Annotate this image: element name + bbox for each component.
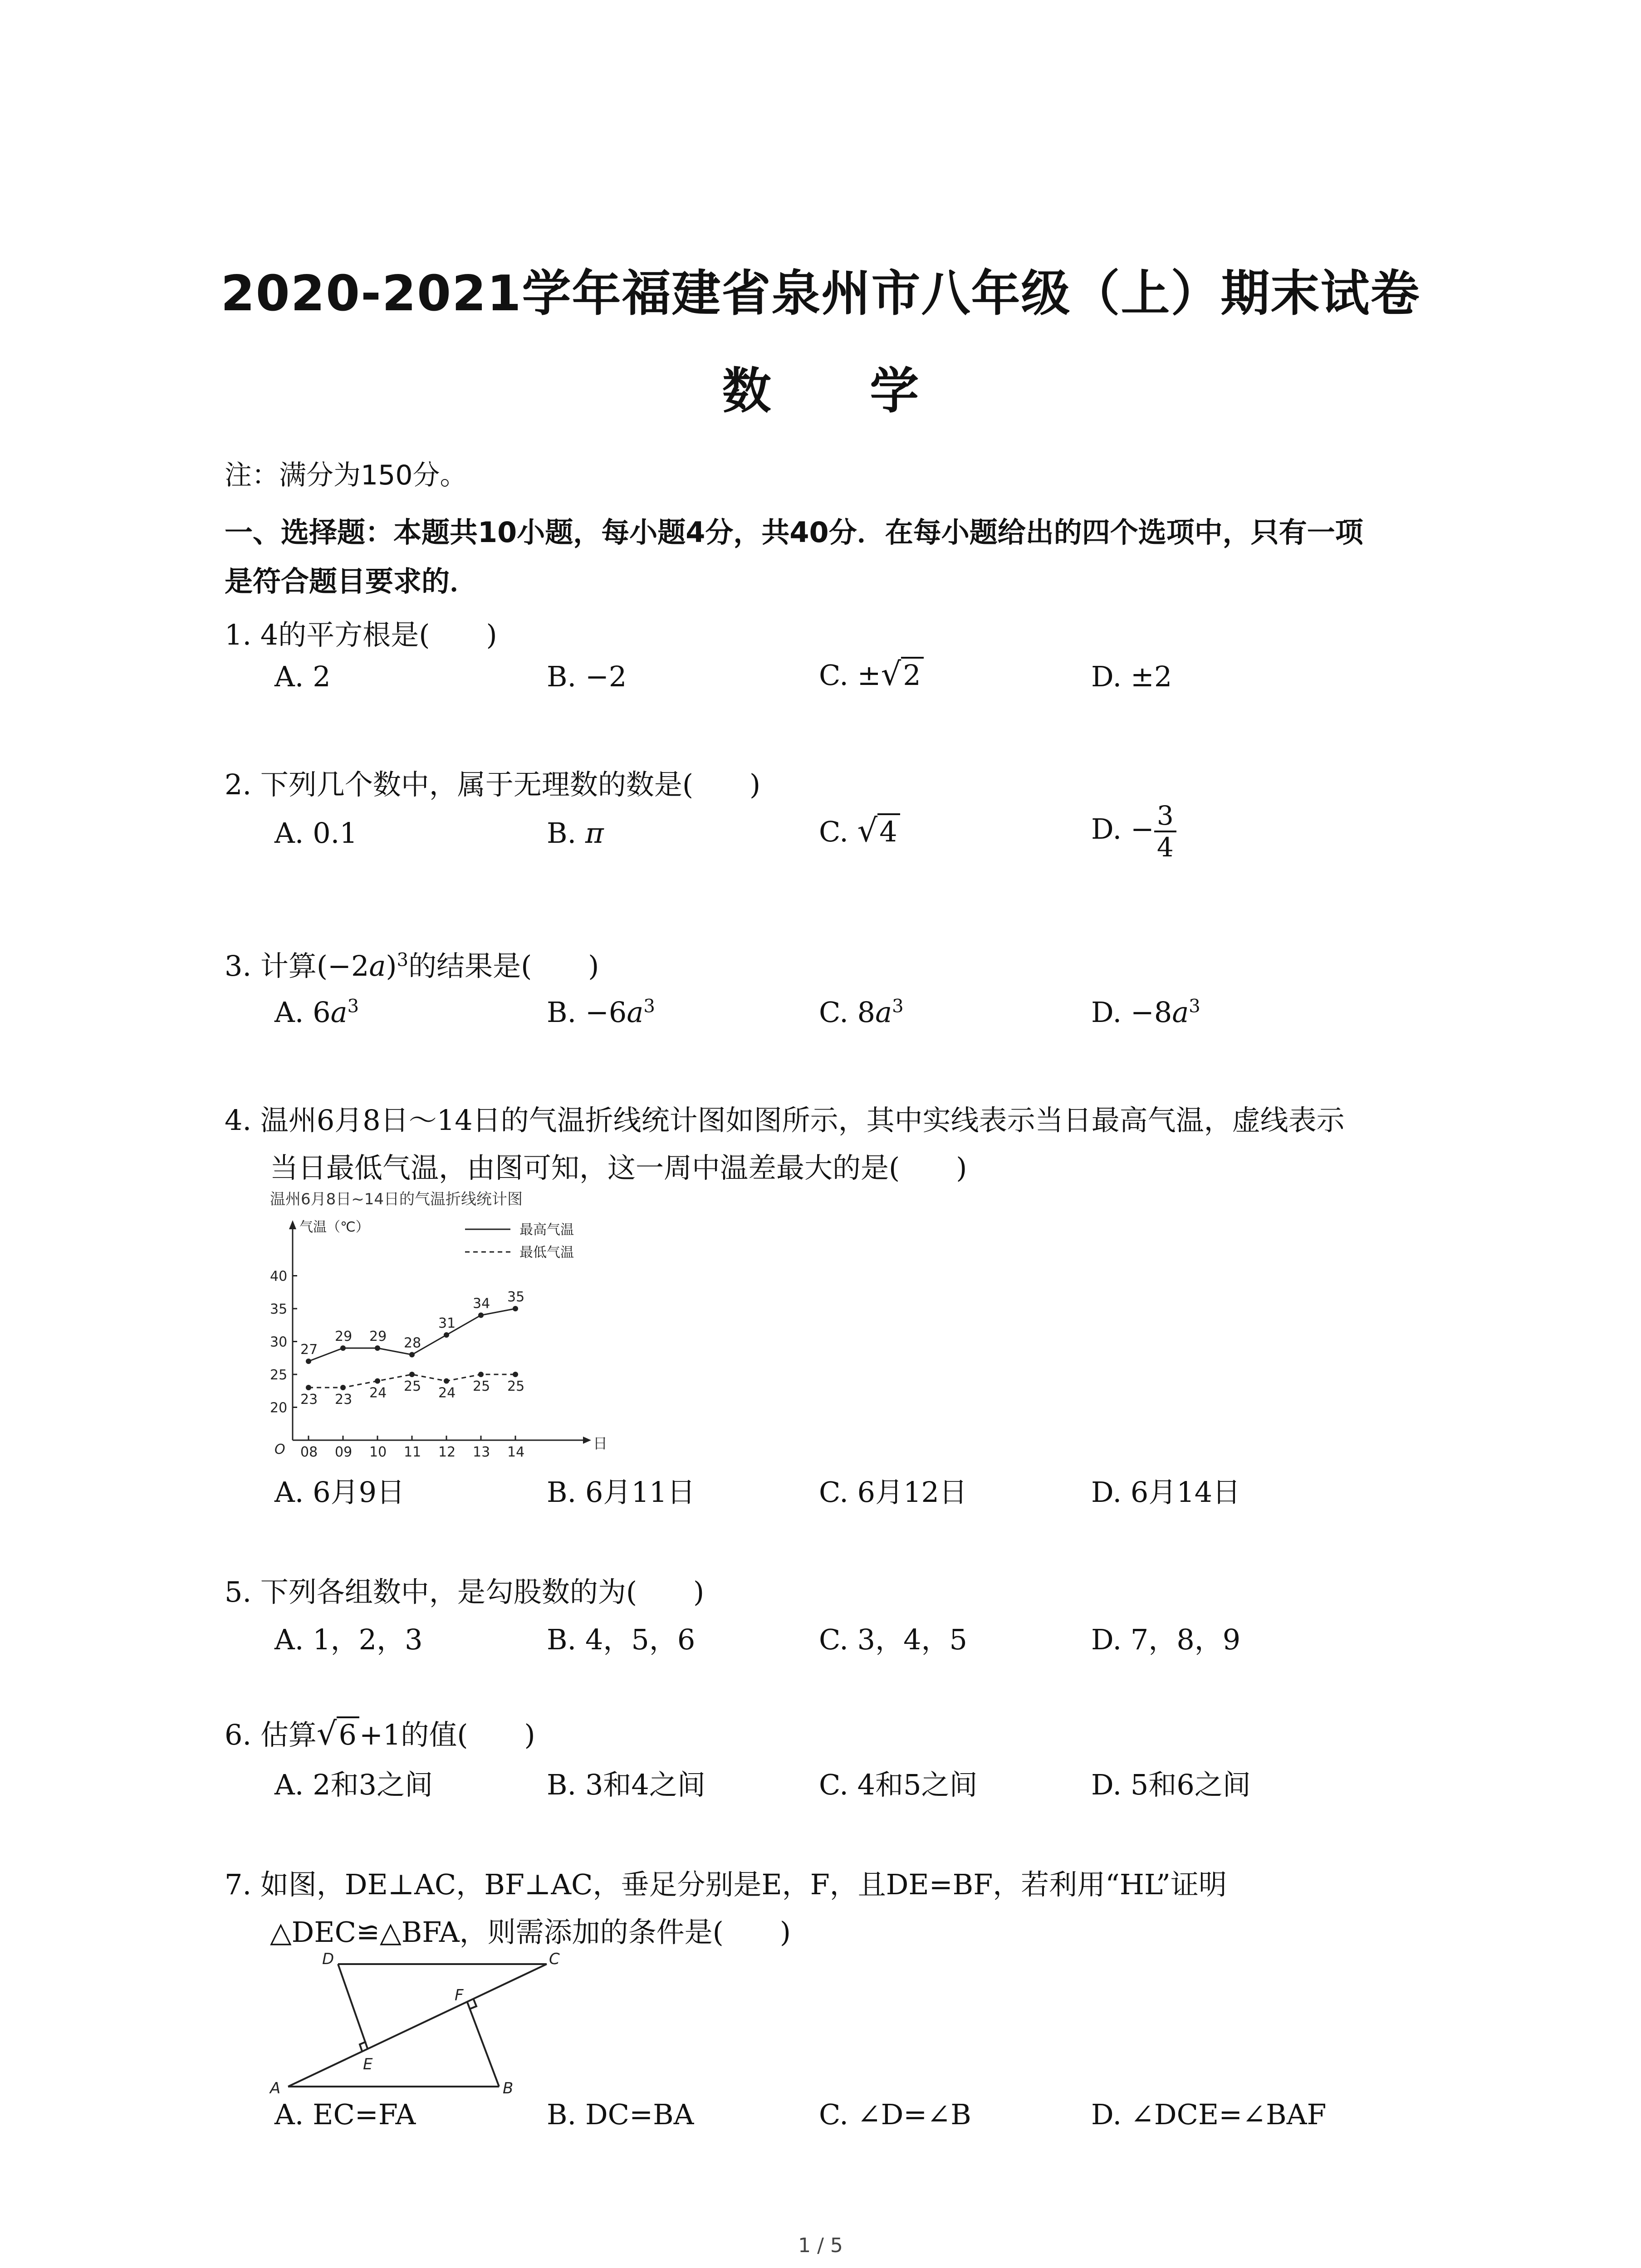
- y-tick-label: 40: [270, 1268, 288, 1285]
- segment-bf: [467, 2002, 499, 2087]
- question-4-stem-line1: 4. 温州6月8日～14日的气温折线统计图如图所示，其中实线表示当日最高气温，虚线表示: [225, 1104, 1345, 1137]
- data-label: 28: [404, 1335, 421, 1351]
- q6-stem-prefix: 6. 估算: [225, 1718, 317, 1751]
- question-6-stem: [225, 1712, 535, 1753]
- label-d: D: [322, 1950, 334, 1968]
- q6-option-c: C. 4和5之间: [819, 1768, 978, 1801]
- q1-option-c-prefix: C. ±: [819, 659, 881, 692]
- page-title: 2020-2021学年福建省泉州市八年级（上）期末试卷: [220, 265, 1421, 322]
- q2-option-b-pi: π: [585, 816, 604, 850]
- data-label: 25: [473, 1378, 490, 1394]
- q2-option-c: [819, 812, 900, 849]
- question-1-stem: 1. 4的平方根是( ): [225, 618, 497, 651]
- legend-label-low: 最低气温: [519, 1245, 574, 1261]
- label-b: B: [503, 2079, 514, 2096]
- x-tick-label: 10: [369, 1444, 387, 1458]
- geometry-figure-q7: [263, 1950, 581, 2096]
- data-label: 24: [369, 1385, 387, 1401]
- q7-option-b: B. DC=BA: [547, 2098, 694, 2131]
- q7-option-d: D. ∠DCE=∠BAF: [1091, 2098, 1327, 2131]
- data-point: [306, 1385, 311, 1390]
- q6-option-b: B. 3和4之间: [547, 1768, 705, 1801]
- q2-option-a: A. 0.1: [274, 816, 358, 850]
- subject-title: 数 学: [722, 363, 960, 420]
- y-tick-label: 30: [270, 1334, 288, 1350]
- q1-option-b: B. −2: [547, 660, 627, 693]
- segment-ac: [288, 1964, 547, 2087]
- data-label: 34: [473, 1295, 490, 1312]
- q5-option-b: B. 4，5，6: [547, 1623, 696, 1656]
- question-2-stem: 2. 下列几个数中，属于无理数的数是( ): [225, 768, 761, 801]
- data-label: 35: [507, 1289, 525, 1305]
- q5-option-d: D. 7，8，9: [1091, 1623, 1241, 1656]
- origin-label: O: [274, 1442, 285, 1457]
- q3-c-exp: 3: [892, 996, 904, 1017]
- q3-stem-var: a: [369, 949, 386, 982]
- section-heading-line2: 是符合题目要求的．: [225, 565, 478, 598]
- q3-d-coef: D. −8: [1091, 996, 1172, 1029]
- x-axis-arrow: [583, 1437, 591, 1444]
- data-point: [478, 1313, 484, 1318]
- q3-option-c: [819, 996, 904, 1029]
- segment-de: [338, 1964, 367, 2048]
- q3-stem-exp: 3: [397, 949, 409, 971]
- data-point: [444, 1378, 449, 1384]
- q3-c-var: a: [875, 996, 892, 1029]
- data-point: [375, 1378, 380, 1384]
- x-tick-label: 11: [404, 1444, 421, 1458]
- q2-option-c-radicand: 4: [877, 813, 900, 848]
- q3-a-coef: A. 6: [274, 996, 331, 1029]
- q3-c-coef: C. 8: [819, 996, 876, 1029]
- q6-radicand: 6: [337, 1716, 359, 1751]
- q6-option-a: A. 2和3之间: [274, 1768, 433, 1801]
- q2-option-b-prefix: B.: [547, 816, 585, 850]
- y-tick-label: 25: [270, 1367, 288, 1383]
- data-label: 25: [507, 1378, 525, 1394]
- x-axis-label: 日: [593, 1435, 608, 1452]
- chart-title: 温州6月8日~14日的气温折线统计图: [270, 1190, 523, 1208]
- data-label: 27: [300, 1342, 318, 1358]
- fraction-numerator: 3: [1154, 801, 1176, 832]
- q6-stem-suffix: +1的值( ): [359, 1718, 535, 1751]
- q3-option-d: [1091, 996, 1200, 1029]
- data-label: 31: [438, 1315, 456, 1331]
- q4-option-d: D. 6月14日: [1091, 1476, 1241, 1509]
- x-tick-label: 13: [473, 1444, 490, 1458]
- x-tick-label: 12: [438, 1444, 456, 1458]
- q1-option-a: A. 2: [274, 660, 331, 693]
- question-3-stem: [225, 943, 599, 984]
- q3-option-b: [547, 996, 655, 1029]
- sqrt-symbol: √6: [317, 1715, 359, 1752]
- data-point: [409, 1372, 415, 1377]
- q7-option-c: C. ∠D=∠B: [819, 2098, 971, 2131]
- q3-b-exp: 3: [643, 996, 655, 1017]
- q3-b-coef: B. −6: [547, 996, 627, 1029]
- fraction: [1154, 801, 1176, 862]
- data-point: [513, 1372, 518, 1377]
- q2-option-b: [547, 816, 604, 850]
- q4-option-b: B. 6月11日: [547, 1476, 696, 1509]
- q6-option-d: D. 5和6之间: [1091, 1768, 1251, 1801]
- data-point: [513, 1306, 518, 1311]
- section-heading-line1: 一、选择题：本题共10小题，每小题4分，共40分．在每小题给出的四个选项中，只有一项: [225, 516, 1363, 549]
- y-axis-arrow: [289, 1220, 296, 1229]
- data-label: 29: [335, 1329, 353, 1344]
- q3-a-exp: 3: [347, 996, 359, 1017]
- q5-option-c: C. 3，4，5: [819, 1623, 967, 1656]
- q3-option-a: [274, 996, 359, 1029]
- y-tick-label: 20: [270, 1400, 288, 1416]
- label-a: A: [270, 2079, 281, 2096]
- q2-option-c-prefix: C.: [819, 815, 857, 848]
- q3-stem-prefix: 3. 计算(−2: [225, 949, 369, 982]
- q7-option-a: A. EC=FA: [274, 2098, 416, 2131]
- label-f: F: [455, 1986, 464, 2004]
- fraction-denominator: 4: [1156, 832, 1174, 863]
- data-label: 23: [300, 1392, 318, 1408]
- q1-option-c-radicand: 2: [901, 657, 923, 692]
- data-point: [340, 1345, 346, 1351]
- section-heading: [225, 508, 1641, 606]
- data-point: [306, 1359, 311, 1364]
- label-e: E: [363, 2055, 373, 2073]
- q3-d-var: a: [1172, 996, 1189, 1029]
- q3-d-exp: 3: [1189, 996, 1200, 1017]
- sqrt-symbol: √2: [881, 655, 924, 693]
- question-7-stem-line1: 7. 如图，DE⊥AC，BF⊥AC，垂足分别是E，F，且DE=BF，若利用“HL”证明: [225, 1868, 1227, 1901]
- x-tick-label: 14: [507, 1444, 525, 1458]
- data-point: [340, 1385, 346, 1390]
- q1-option-c: [819, 655, 924, 693]
- data-label: 25: [404, 1378, 421, 1394]
- q3-a-var: a: [330, 996, 348, 1029]
- q4-option-c: C. 6月12日: [819, 1476, 967, 1509]
- q5-option-a: A. 1，2，3: [274, 1623, 423, 1656]
- q4-option-a: A. 6月9日: [274, 1476, 405, 1509]
- x-tick-label: 08: [300, 1444, 318, 1458]
- q3-b-var: a: [627, 996, 644, 1029]
- q3-stem-suffix: 的结果是( ): [408, 949, 599, 982]
- q3-stem-mid: ): [386, 949, 397, 982]
- score-note: 注：满分为150分。: [225, 459, 467, 491]
- legend-label-high: 最高气温: [519, 1222, 574, 1238]
- q2-option-d-prefix: D. −: [1091, 812, 1154, 846]
- y-tick-label: 35: [270, 1301, 288, 1317]
- data-point: [478, 1372, 484, 1377]
- data-label: 24: [438, 1385, 456, 1401]
- data-label: 23: [335, 1392, 353, 1408]
- question-5-stem: 5. 下列各组数中，是勾股数的为( ): [225, 1575, 705, 1608]
- x-tick-label: 09: [335, 1444, 353, 1458]
- question-7-stem-line2: △DEC≌△BFA，则需添加的条件是( ): [270, 1916, 791, 1949]
- page-number: 1 / 5: [798, 2234, 843, 2257]
- data-point: [444, 1332, 449, 1338]
- data-label: 29: [369, 1329, 387, 1344]
- y-axis-label: 气温（℃）: [299, 1219, 369, 1235]
- sqrt-symbol: √4: [857, 812, 900, 849]
- temperature-line-chart: [270, 1186, 633, 1458]
- label-c: C: [549, 1950, 560, 1968]
- q1-option-d: D. ±2: [1091, 660, 1172, 693]
- question-4-stem-line2: 当日最低气温，由图可知，这一周中温差最大的是( ): [270, 1151, 967, 1184]
- data-point: [375, 1345, 380, 1351]
- data-point: [409, 1352, 415, 1358]
- q2-option-d: [1091, 801, 1176, 862]
